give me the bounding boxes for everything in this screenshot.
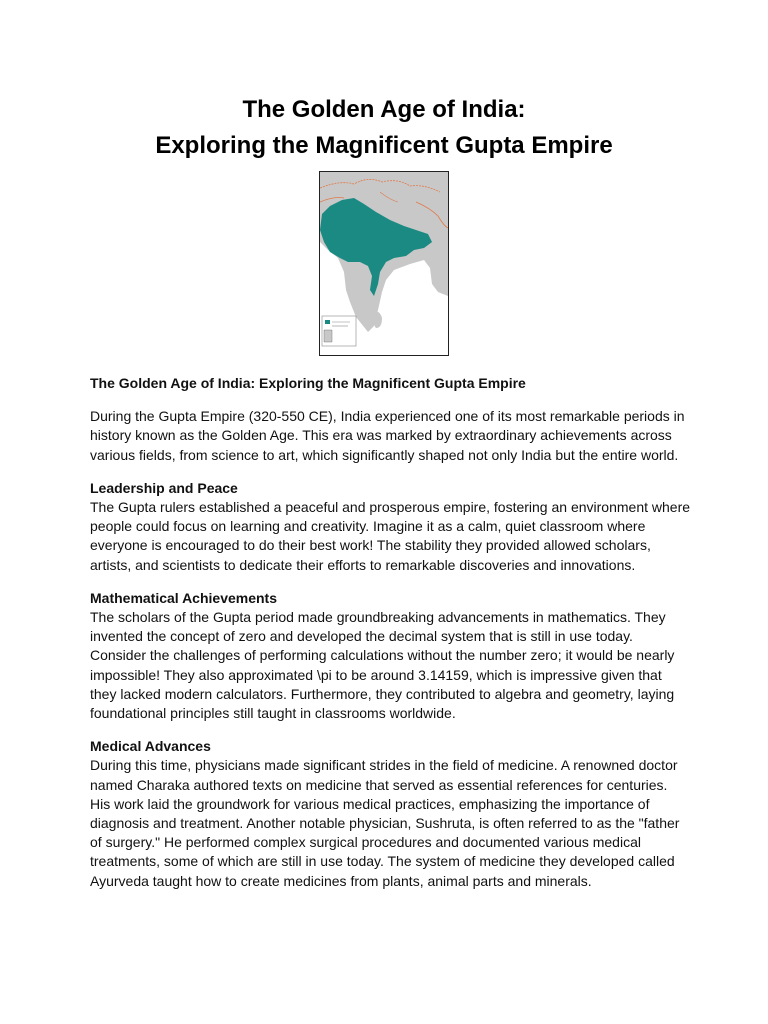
section-body: The Gupta rulers established a peaceful and prosperous empire, fostering an environment where people could focus on learning and creativity. Imagine it as a calm, quiet classroom where everyone is encouraged to do their best work! The stability they provided allowed scholars, artists, and scientists to dedicate their efforts to remarkable discoveries and innovations. bbox=[90, 499, 691, 573]
section-body: During this time, physicians made significant strides in the field of medicine. A renowned doctor named Charaka authored texts on medicine that served as essential references for centuries. His work laid the groundwork for various medical practices, emphasizing the importance of diagnosis and treatment. Another notable physician, Sushruta, is often referred to as the "father of surgery." He performed complex surgical procedures and documented various medical treatments, some of which are still in use today. The system of medicine they developed called Ayurveda taught how to create medicines from plants, animal parts and minerals. bbox=[90, 757, 680, 889]
title-line-1: The Golden Age of India: bbox=[242, 96, 526, 123]
title-line-2: Exploring the Magnificent Gupta Empire bbox=[155, 132, 613, 159]
section-heading: Mathematical Achievements bbox=[90, 589, 277, 606]
gupta-empire-map bbox=[319, 171, 449, 356]
map-graphic bbox=[320, 172, 448, 355]
page-title bbox=[0, 92, 768, 164]
section-medical bbox=[90, 737, 690, 891]
document-body bbox=[90, 374, 690, 891]
section-leadership bbox=[90, 479, 690, 575]
map-legend-inset bbox=[324, 330, 332, 342]
intro-paragraph: During the Gupta Empire (320-550 CE), India experienced one of its most remarkable periods in history known as the Golden Age. This era was marked by extraordinary achievements across various fields, from science to art, which significantly shaped not only India but the entire world. bbox=[90, 408, 685, 463]
section-heading: Leadership and Peace bbox=[90, 479, 238, 496]
section-body: The scholars of the Gupta period made groundbreaking advancements in mathematics. They invented the concept of zero and developed the decimal system that is still in use today. Consider the challenges of performing calculations without the number zero; it would be nearly impossible! They also approximated \pi to be around 3.14159, which is impressive given that they lacked modern calculators. Furthermore, they contributed to algebra and geometry, laying foundational principles still taught in classrooms worldwide. bbox=[90, 609, 675, 722]
map-legend-swatch bbox=[325, 320, 330, 324]
section-heading: Medical Advances bbox=[90, 738, 211, 755]
document-heading: The Golden Age of India: Exploring the Magnificent Gupta Empire bbox=[90, 375, 526, 391]
section-mathematics bbox=[90, 589, 690, 723]
